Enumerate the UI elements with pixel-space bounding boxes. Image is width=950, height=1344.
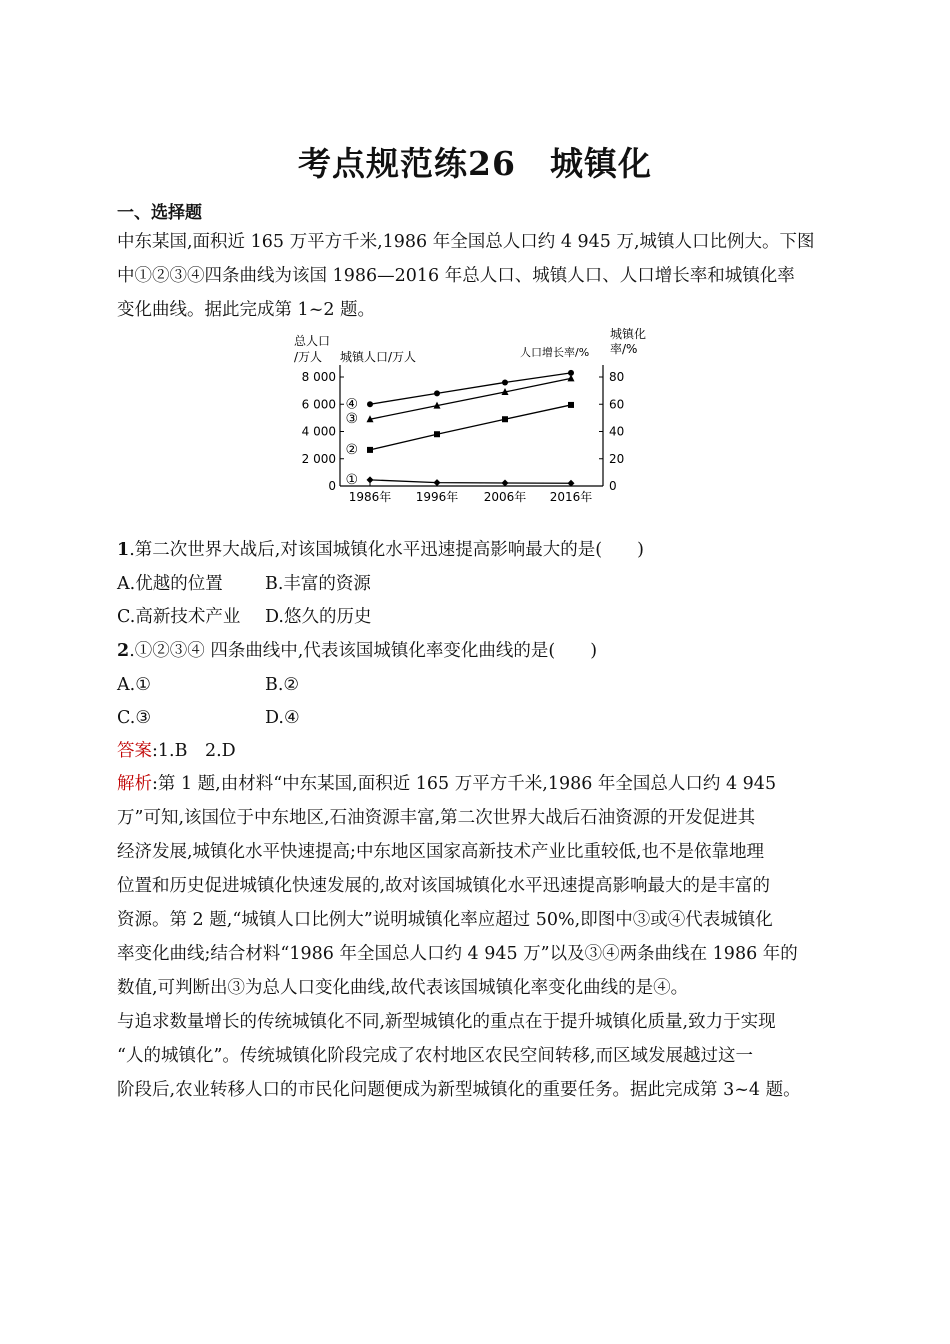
series-line [370, 480, 571, 483]
left-tick-label: 2 000 [301, 451, 336, 466]
answer-label: 答案 [117, 741, 152, 761]
question-1 [117, 538, 644, 562]
analysis-label: 解析 [117, 774, 152, 794]
option-a[interactable]: A.优越的位置 [117, 574, 223, 594]
data-point [367, 447, 373, 453]
right-axis-label: 人口增长率/% [520, 346, 590, 359]
option-b[interactable]: B.丰富的资源 [265, 574, 371, 594]
intro-line: 中东某国,面积近 165 万平方千米,1986 年全国总人口约 4 945 万,城镇人口比例大。下图 [117, 232, 815, 252]
left-axis-label: 城镇人口/万人 [340, 350, 417, 364]
left-tick-label: 4 000 [301, 424, 336, 439]
option-row [117, 706, 300, 730]
option-c[interactable]: C.③ [117, 708, 152, 728]
page-title: 考点规范练26 城镇化 [298, 144, 652, 183]
analysis-line: 资源。第 2 题,“城镇人口比例大”说明城镇化率应超过 50%,即图中③或④代表城镇化 [117, 910, 773, 930]
data-point [367, 401, 373, 407]
answer-line [117, 739, 236, 763]
right-tick-label: 0 [609, 479, 617, 493]
passage-line: 与追求数量增长的传统城镇化不同,新型城镇化的重点在于提升城镇化质量,致力于实现 [117, 1012, 776, 1032]
intro-line: 变化曲线。据此完成第 1~2 题。 [117, 300, 376, 320]
data-point [434, 390, 440, 396]
right-axis-label: 率/% [610, 342, 638, 356]
passage-line: 阶段后,农业转移人口的市民化问题便成为新型城镇化的重要任务。据此完成第 3~4 题。 [117, 1080, 801, 1100]
question-text: .①②③④ 四条曲线中,代表该国城镇化率变化曲线的是( ) [129, 641, 598, 661]
option-c[interactable]: C.高新技术产业 [117, 607, 241, 627]
answer-text: :1.B 2.D [152, 741, 236, 761]
analysis-line: 万”可知,该国位于中东地区,石油资源丰富,第二次世界大战后石油资源的开发促进其 [117, 808, 756, 828]
data-point [568, 370, 574, 376]
analysis-text: :第 1 题,由材料“中东某国,面积近 165 万平方千米,1986 年全国总人口约 4 945 [152, 774, 777, 794]
right-tick-label: 80 [609, 370, 625, 384]
x-tick-label: 1986年 [348, 490, 392, 504]
data-point [502, 416, 508, 422]
passage-line: “人的城镇化”。传统城镇化阶段完成了农村地区农民空间转移,而区域发展越过这一 [117, 1046, 753, 1066]
analysis-line: 率变化曲线;结合材料“1986 年全国总人口约 4 945 万”以及③④两条曲线在 1986 年的 [117, 944, 798, 964]
x-tick-label: 2006年 [483, 490, 527, 504]
right-tick-label: 40 [609, 424, 625, 439]
data-point [434, 479, 441, 486]
data-point [568, 402, 574, 408]
analysis-line: 数值,可判断出③为总人口变化曲线,故代表该国城镇化率变化曲线的是④。 [117, 978, 689, 998]
section-heading: 一、选择题 [117, 203, 202, 223]
option-d[interactable]: D.④ [265, 708, 300, 728]
left-axis-label: 总人口 [294, 334, 331, 348]
population-chart [290, 325, 670, 510]
question-number: 1 [117, 540, 130, 560]
x-tick-label: 1996年 [415, 490, 459, 504]
option-row [117, 673, 300, 697]
question-text: .第二次世界大战后,对该国城镇化水平迅速提高影响最大的是( ) [129, 540, 644, 560]
x-tick-label: 2016年 [549, 490, 593, 504]
series-label: ② [345, 441, 358, 458]
right-axis-label: 城镇化 [610, 327, 647, 341]
option-row [117, 572, 371, 596]
data-point [434, 431, 440, 437]
left-tick-label: 6 000 [301, 397, 336, 412]
analysis-line: 经济发展,城镇化水平快速提高;中东地区国家高新技术产业比重较低,也不是依靠地理 [117, 842, 765, 862]
series-line [370, 405, 571, 450]
left-tick-label: 8 000 [301, 370, 336, 384]
right-tick-label: 60 [609, 397, 625, 412]
right-tick-label: 20 [609, 451, 625, 466]
option-d[interactable]: D.悠久的历史 [265, 607, 372, 627]
data-point [502, 379, 508, 385]
intro-line: 中①②③④四条曲线为该国 1986—2016 年总人口、城镇人口、人口增长率和城镇化率 [117, 266, 795, 286]
analysis-line: 位置和历史促进城镇化快速发展的,故对该国城镇化水平迅速提高影响最大的是丰富的 [117, 876, 771, 896]
data-point [367, 476, 374, 483]
option-a[interactable]: A.① [117, 675, 151, 695]
analysis-line [117, 772, 776, 796]
series-label: ③ [345, 411, 358, 428]
question-number: 2 [117, 641, 130, 661]
left-axis-label: /万人 [294, 350, 323, 364]
series-label: ① [345, 471, 358, 488]
question-2 [117, 639, 597, 663]
option-b[interactable]: B.② [265, 675, 300, 695]
option-row [117, 605, 372, 629]
left-tick-label: 0 [328, 479, 336, 493]
series-label: ④ [345, 396, 358, 413]
